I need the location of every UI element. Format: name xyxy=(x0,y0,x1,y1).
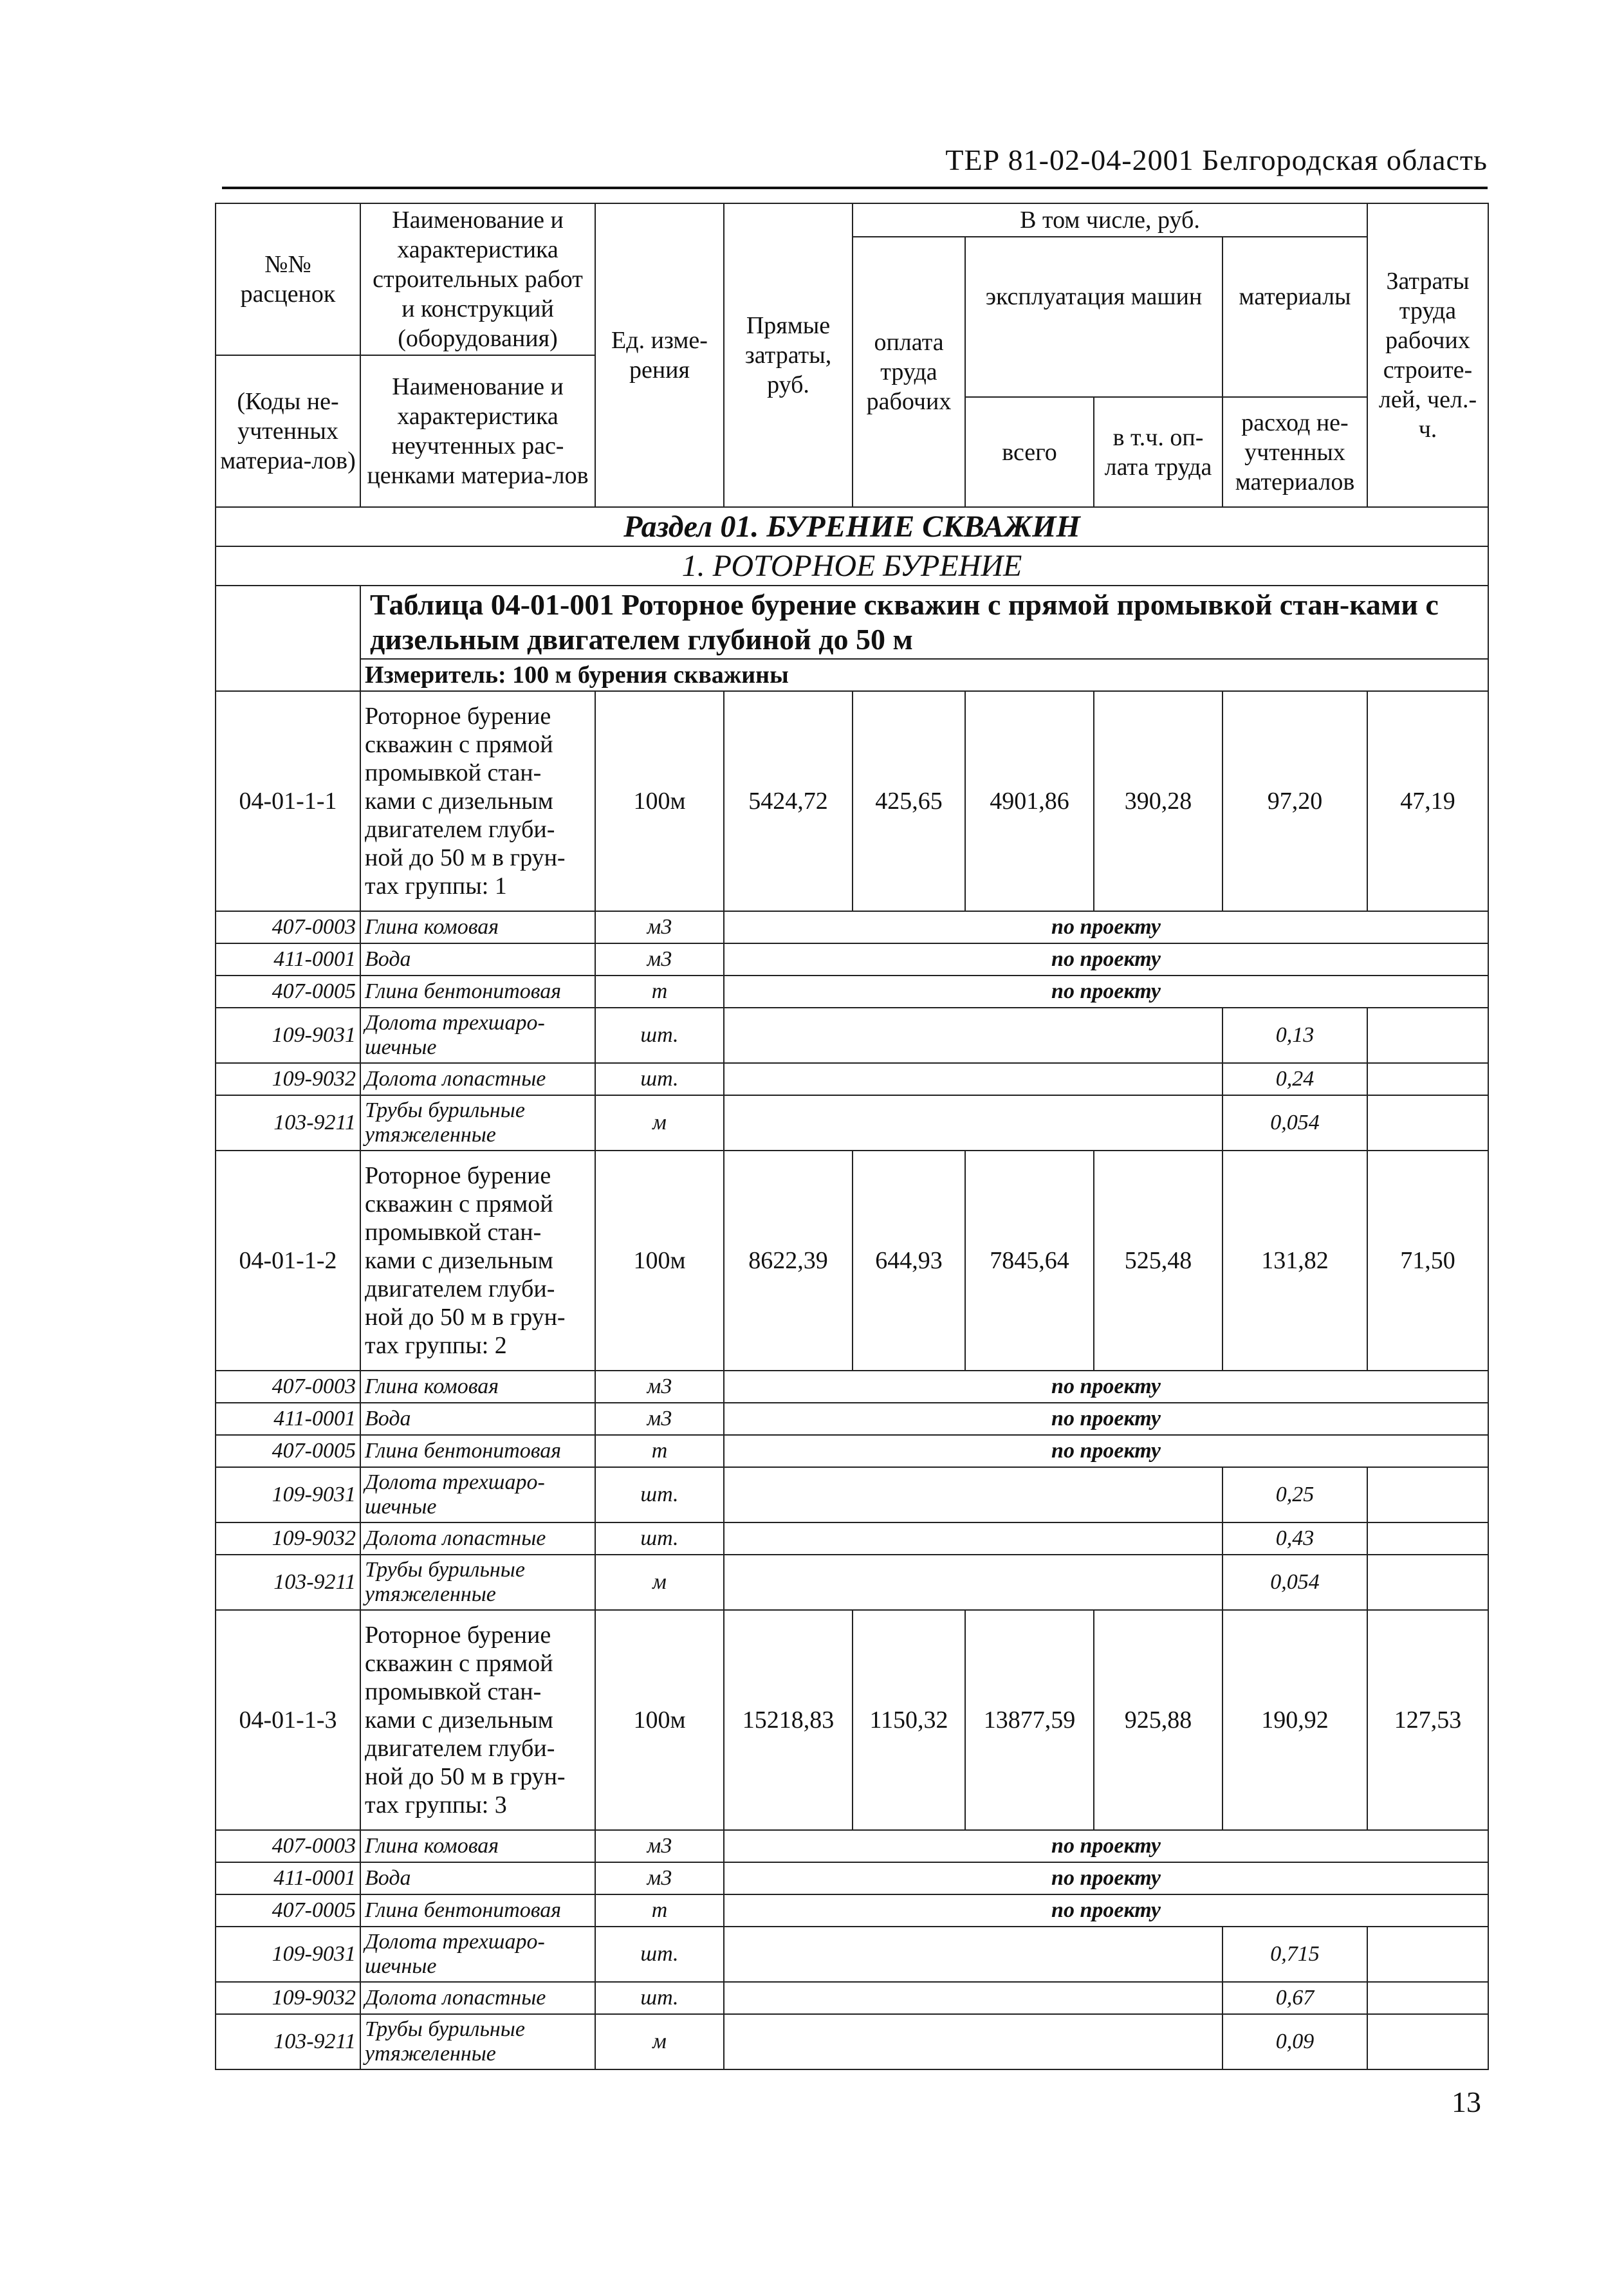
header-direct: Прямые затраты, руб. xyxy=(724,203,853,507)
material-name: Трубы бурильные утяжеленные xyxy=(360,2014,595,2069)
header-machines: эксплуатация машин xyxy=(965,237,1223,355)
material-row xyxy=(216,1403,1488,1435)
material-quantity: 0,715 xyxy=(1223,1927,1367,1982)
material-code: 103-9211 xyxy=(216,1095,360,1151)
header-machines-pay: в т.ч. оп-лата труда xyxy=(1094,397,1223,507)
material-quantity: по проекту xyxy=(724,1862,1488,1894)
material-row xyxy=(216,943,1488,976)
material-quantity: по проекту xyxy=(724,976,1488,1008)
material-name: Трубы бурильные утяжеленные xyxy=(360,1555,595,1610)
table-row xyxy=(216,691,1488,911)
item-name: Роторное бурение скважин с прямой промывкой стан-ками с дизельным двигателем глуби-ной до 50 м в грун-тах группы: 1 xyxy=(360,691,595,911)
item-machines-pay: 525,48 xyxy=(1094,1151,1223,1371)
header-name-unaccounted: Наименование и характеристика неучтенных рас-ценками материа-лов xyxy=(360,355,595,507)
header-rule xyxy=(222,187,1488,189)
material-blank-cell xyxy=(724,1008,1223,1063)
item-direct-cost: 8622,39 xyxy=(724,1151,853,1371)
document-title: ТЕР 81-02-04-2001 Белгородская область xyxy=(945,143,1488,176)
material-name: Глина комовая xyxy=(360,911,595,943)
material-code: 407-0005 xyxy=(216,1894,360,1927)
material-quantity: 0,67 xyxy=(1223,1982,1367,2014)
item-machines-pay: 390,28 xyxy=(1094,691,1223,911)
material-code: 407-0003 xyxy=(216,1371,360,1403)
material-labor-blank xyxy=(1367,1522,1488,1555)
material-blank-cell xyxy=(724,1927,1223,1982)
header-machines-spacer xyxy=(965,355,1223,397)
material-code: 109-9032 xyxy=(216,1063,360,1095)
material-quantity: по проекту xyxy=(724,1894,1488,1927)
material-row xyxy=(216,1467,1488,1522)
material-unit: шт. xyxy=(595,1063,724,1095)
item-name: Роторное бурение скважин с прямой промывкой стан-ками с дизельным двигателем глуби-ной до 50 м в грун-тах группы: 2 xyxy=(360,1151,595,1371)
material-row xyxy=(216,1095,1488,1151)
header-unit: Ед. изме-рения xyxy=(595,203,724,507)
material-unit: т xyxy=(595,976,724,1008)
item-machines-pay: 925,88 xyxy=(1094,1610,1223,1830)
material-code: 407-0003 xyxy=(216,1830,360,1862)
material-unit: т xyxy=(595,1435,724,1467)
section-subtitle-row xyxy=(216,546,1488,586)
material-name: Глина бентонитовая xyxy=(360,1894,595,1927)
material-labor-blank xyxy=(1367,1467,1488,1522)
item-direct-cost: 15218,83 xyxy=(724,1610,853,1830)
header-labor-pay: оплата труда рабочих xyxy=(853,237,965,507)
table-title-row xyxy=(216,586,1488,659)
material-name: Долота трехшаро-шечные xyxy=(360,1927,595,1982)
material-row xyxy=(216,1555,1488,1610)
material-quantity: по проекту xyxy=(724,1403,1488,1435)
material-blank-cell xyxy=(724,1095,1223,1151)
material-code: 109-9031 xyxy=(216,1927,360,1982)
header-labor-cost: Затраты труда рабочих строите-лей, чел.-ч. xyxy=(1367,203,1488,507)
price-table xyxy=(215,203,1489,2070)
item-labor-pay: 1150,32 xyxy=(853,1610,965,1830)
material-unit: шт. xyxy=(595,1467,724,1522)
material-code: 109-9031 xyxy=(216,1008,360,1063)
item-labor-cost: 47,19 xyxy=(1367,691,1488,911)
material-blank-cell xyxy=(724,1982,1223,2014)
section-title: Раздел 01. БУРЕНИЕ СКВАЖИН xyxy=(216,507,1488,546)
material-blank-cell xyxy=(724,1063,1223,1095)
material-name: Трубы бурильные утяжеленные xyxy=(360,1095,595,1151)
material-labor-blank xyxy=(1367,1555,1488,1610)
material-unit: шт. xyxy=(595,1982,724,2014)
item-materials: 131,82 xyxy=(1223,1151,1367,1371)
material-quantity: по проекту xyxy=(724,1435,1488,1467)
material-unit: м3 xyxy=(595,1830,724,1862)
header-code: №№ расценок xyxy=(216,203,360,355)
material-unit: м3 xyxy=(595,1862,724,1894)
item-code: 04-01-1-1 xyxy=(216,691,360,911)
material-labor-blank xyxy=(1367,2014,1488,2069)
header-machines-total: всего xyxy=(965,397,1094,507)
material-name: Долота лопастные xyxy=(360,1063,595,1095)
material-unit: м xyxy=(595,2014,724,2069)
material-row xyxy=(216,1371,1488,1403)
material-unit: шт. xyxy=(595,1927,724,1982)
material-quantity: 0,13 xyxy=(1223,1008,1367,1063)
material-name: Глина бентонитовая xyxy=(360,1435,595,1467)
table-title: Таблица 04-01-001 Роторное бурение скважин с прямой промывкой стан-ками с дизельным двигателем глубиной до 50 м xyxy=(360,586,1488,659)
header-name: Наименование и характеристика строительных работ и конструкций (оборудования) xyxy=(360,203,595,355)
material-code: 109-9032 xyxy=(216,1982,360,2014)
item-code: 04-01-1-2 xyxy=(216,1151,360,1371)
header-unaccounted: расход не-учтенных материалов xyxy=(1223,397,1367,507)
item-unit: 100м xyxy=(595,1151,724,1371)
item-materials: 190,92 xyxy=(1223,1610,1367,1830)
table-row xyxy=(216,1610,1488,1830)
section-title-row xyxy=(216,507,1488,546)
material-unit: м3 xyxy=(595,1403,724,1435)
material-name: Глина комовая xyxy=(360,1371,595,1403)
material-unit: м3 xyxy=(595,1371,724,1403)
material-row xyxy=(216,1862,1488,1894)
header-including: В том числе, руб. xyxy=(853,203,1367,237)
material-quantity: по проекту xyxy=(724,1830,1488,1862)
material-name: Вода xyxy=(360,1862,595,1894)
measure-text: Измеритель: 100 м бурения скважины xyxy=(360,659,1488,691)
header-row-1 xyxy=(216,203,1488,237)
table-title-spacer xyxy=(216,586,360,691)
material-row xyxy=(216,911,1488,943)
item-direct-cost: 5424,72 xyxy=(724,691,853,911)
material-row xyxy=(216,1894,1488,1927)
material-name: Глина комовая xyxy=(360,1830,595,1862)
material-row xyxy=(216,1435,1488,1467)
material-row xyxy=(216,1063,1488,1095)
measure-row xyxy=(216,659,1488,691)
page-number: 13 xyxy=(1452,2086,1481,2118)
material-code: 407-0003 xyxy=(216,911,360,943)
material-quantity: по проекту xyxy=(724,1371,1488,1403)
material-labor-blank xyxy=(1367,1063,1488,1095)
material-quantity: 0,09 xyxy=(1223,2014,1367,2069)
material-row xyxy=(216,1830,1488,1862)
material-name: Долота трехшаро-шечные xyxy=(360,1008,595,1063)
material-quantity: по проекту xyxy=(724,911,1488,943)
material-code: 103-9211 xyxy=(216,1555,360,1610)
section-subtitle: 1. РОТОРНОЕ БУРЕНИЕ xyxy=(216,546,1488,586)
material-name: Вода xyxy=(360,1403,595,1435)
item-name: Роторное бурение скважин с прямой промывкой стан-ками с дизельным двигателем глуби-ной до 50 м в грун-тах группы: 3 xyxy=(360,1610,595,1830)
material-labor-blank xyxy=(1367,1982,1488,2014)
material-code: 411-0001 xyxy=(216,1862,360,1894)
material-labor-blank xyxy=(1367,1008,1488,1063)
material-labor-blank xyxy=(1367,1927,1488,1982)
material-unit: м xyxy=(595,1095,724,1151)
material-unit: шт. xyxy=(595,1522,724,1555)
material-code: 109-9031 xyxy=(216,1467,360,1522)
item-machines-total: 7845,64 xyxy=(965,1151,1094,1371)
material-blank-cell xyxy=(724,2014,1223,2069)
material-quantity: 0,054 xyxy=(1223,1095,1367,1151)
material-name: Вода xyxy=(360,943,595,976)
header-code-unaccounted: (Коды не-учтенных материа-лов) xyxy=(216,355,360,507)
material-unit: м xyxy=(595,1555,724,1610)
material-row xyxy=(216,976,1488,1008)
item-materials: 97,20 xyxy=(1223,691,1367,911)
material-labor-blank xyxy=(1367,1095,1488,1151)
material-row xyxy=(216,1008,1488,1063)
material-quantity: 0,43 xyxy=(1223,1522,1367,1555)
item-labor-pay: 644,93 xyxy=(853,1151,965,1371)
table-row xyxy=(216,1151,1488,1371)
header-materials: материалы xyxy=(1223,237,1367,355)
material-name: Долота лопастные xyxy=(360,1522,595,1555)
material-code: 109-9032 xyxy=(216,1522,360,1555)
material-quantity: 0,25 xyxy=(1223,1467,1367,1522)
material-name: Долота трехшаро-шечные xyxy=(360,1467,595,1522)
material-row xyxy=(216,1982,1488,2014)
material-name: Глина бентонитовая xyxy=(360,976,595,1008)
material-code: 411-0001 xyxy=(216,943,360,976)
material-unit: шт. xyxy=(595,1008,724,1063)
material-unit: м3 xyxy=(595,911,724,943)
material-name: Долота лопастные xyxy=(360,1982,595,2014)
material-row xyxy=(216,1522,1488,1555)
material-row xyxy=(216,2014,1488,2069)
material-quantity: 0,054 xyxy=(1223,1555,1367,1610)
item-machines-total: 13877,59 xyxy=(965,1610,1094,1830)
item-unit: 100м xyxy=(595,1610,724,1830)
item-labor-cost: 127,53 xyxy=(1367,1610,1488,1830)
material-quantity: 0,24 xyxy=(1223,1063,1367,1095)
material-unit: т xyxy=(595,1894,724,1927)
material-code: 407-0005 xyxy=(216,976,360,1008)
item-code: 04-01-1-3 xyxy=(216,1610,360,1830)
material-unit: м3 xyxy=(595,943,724,976)
material-quantity: по проекту xyxy=(724,943,1488,976)
material-blank-cell xyxy=(724,1467,1223,1522)
material-code: 103-9211 xyxy=(216,2014,360,2069)
material-row xyxy=(216,1927,1488,1982)
item-labor-pay: 425,65 xyxy=(853,691,965,911)
item-labor-cost: 71,50 xyxy=(1367,1151,1488,1371)
material-blank-cell xyxy=(724,1555,1223,1610)
item-machines-total: 4901,86 xyxy=(965,691,1094,911)
material-code: 407-0005 xyxy=(216,1435,360,1467)
material-code: 411-0001 xyxy=(216,1403,360,1435)
header-materials-spacer xyxy=(1223,355,1367,397)
material-blank-cell xyxy=(724,1522,1223,1555)
item-unit: 100м xyxy=(595,691,724,911)
